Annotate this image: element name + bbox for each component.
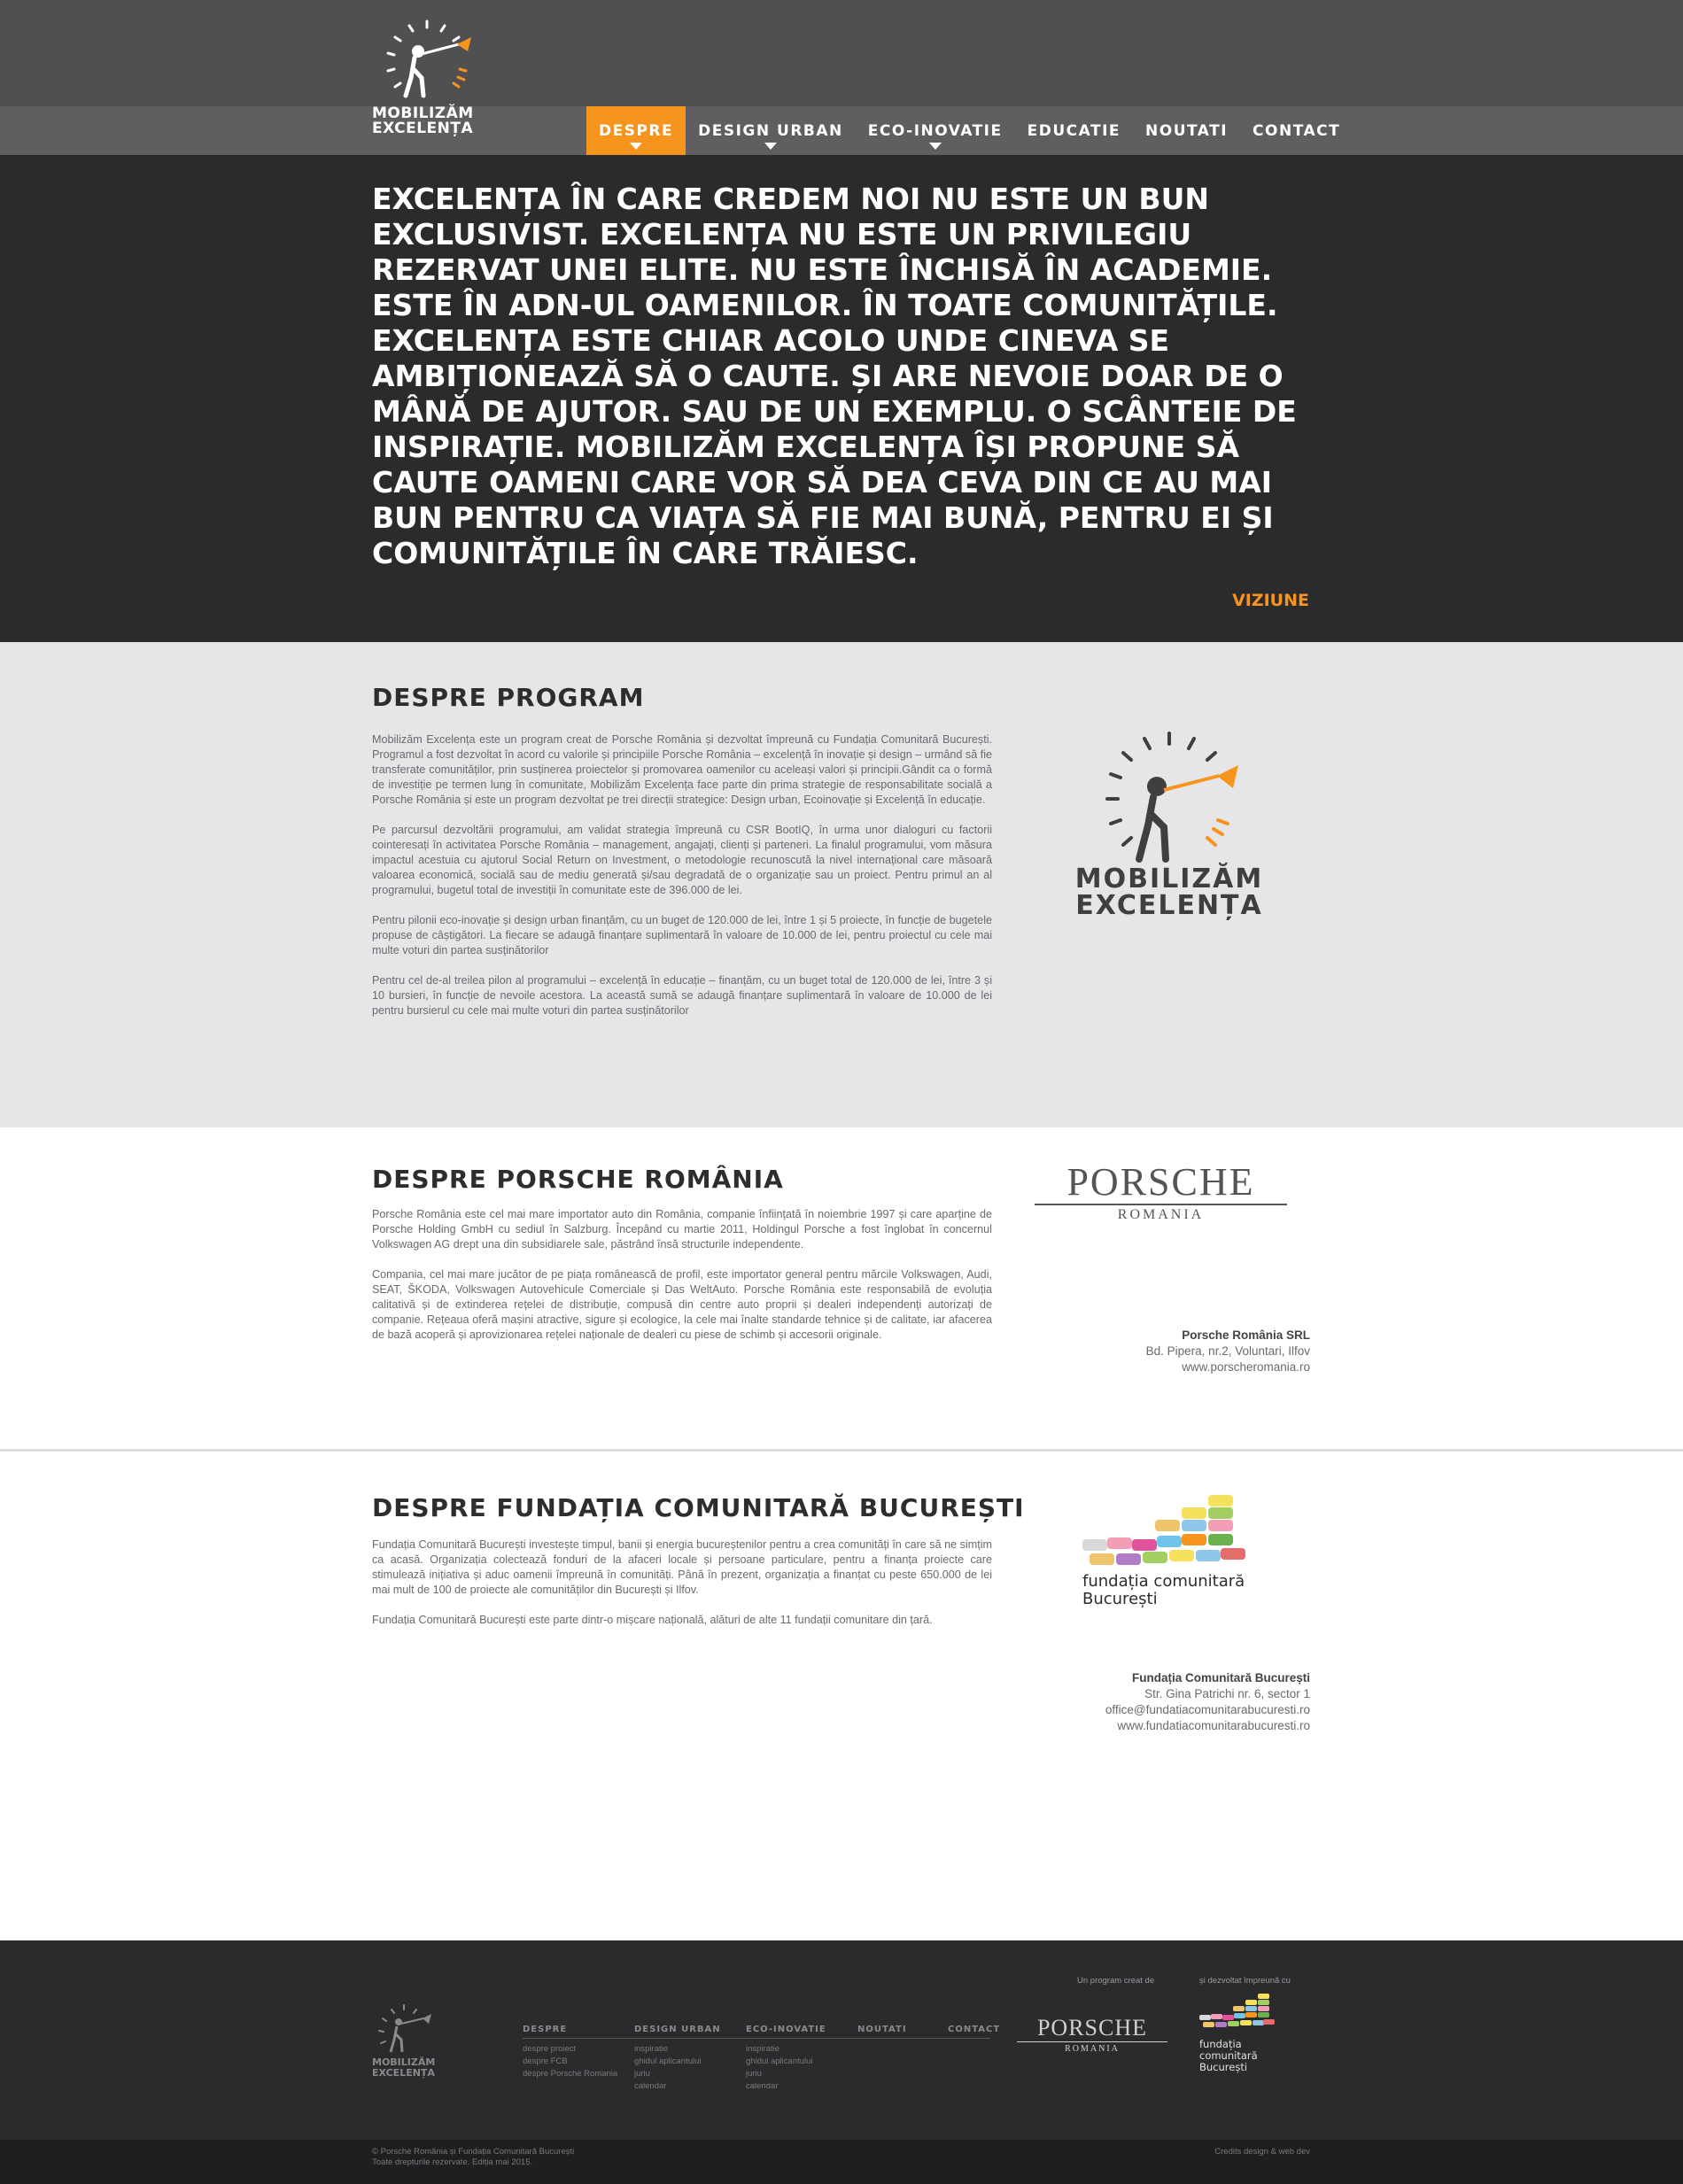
fcb-text bbox=[372, 1537, 992, 1643]
logo-line-1: MOBILIZĂM bbox=[1074, 864, 1264, 895]
nav-noutati[interactable] bbox=[1133, 106, 1240, 155]
nav-label: NOUTATI bbox=[1145, 121, 1229, 140]
logo-line-2: EXCELENȚA bbox=[372, 120, 474, 137]
fcb-logo bbox=[1082, 1495, 1246, 1619]
program-text bbox=[372, 732, 992, 1034]
footer-link[interactable]: despre FCB bbox=[523, 2056, 568, 2066]
caret-down-icon bbox=[929, 143, 942, 150]
copyright-line-2: Toate drepturile rezervate. Ediția mai 2015. bbox=[372, 2157, 533, 2167]
nav-label: ECO-INOVATIE bbox=[867, 121, 1003, 140]
program-paragraph-2: Pe parcursul dezvoltării programului, am validat strategia împreună cu CSR BootIQ, în urma unor dialoguri cu factorii cointeresați în activitatea Porsche România – management, angajați, clienți și parteneri. La finalul programului, vom măsura impactul acestuia cu ajutorul Social Return on Investment, o metodologie recunoscută la nivel internațional care măsoară valoarea economică, socială sau de mediu generată și/sau degradată de o organizație sau un proiect. Pentru primul an al programului, bugetul total de investiții în comunitate este de 396.000 de lei. bbox=[372, 824, 992, 896]
footer-porsche-logo[interactable] bbox=[1017, 2017, 1167, 2054]
bottom-bar bbox=[0, 2140, 1683, 2184]
footer-fcb-logo-text bbox=[1199, 2039, 1275, 2073]
logo-line-2: EXCELENȚA bbox=[372, 2067, 435, 2079]
footer-links-design-urban bbox=[634, 2043, 702, 2093]
porsche-text bbox=[372, 1207, 992, 1358]
porsche-logo-sub: ROMANIA bbox=[1117, 1207, 1205, 1222]
footer-link[interactable]: juriu bbox=[634, 2069, 650, 2079]
trumpeter-dial-icon bbox=[372, 16, 496, 105]
copyright bbox=[372, 2147, 574, 2168]
fcb-logo-line-1: fundația comunitară bbox=[1199, 2038, 1258, 2062]
nav-despre[interactable] bbox=[586, 106, 686, 155]
footer-logo[interactable] bbox=[372, 2002, 452, 2087]
porsche-section bbox=[0, 1127, 1683, 1452]
nav-educatie[interactable] bbox=[1015, 106, 1133, 155]
nav-eco-inovatie[interactable] bbox=[856, 106, 1015, 155]
header-top-band bbox=[0, 0, 1683, 106]
credits-link[interactable]: Credits design & web dev bbox=[1214, 2147, 1310, 2157]
footer-links-despre bbox=[523, 2043, 617, 2080]
footer-fcb-logo[interactable] bbox=[1199, 1994, 1275, 2073]
caret-down-icon bbox=[630, 143, 642, 150]
footer-col-despre[interactable]: DESPRE bbox=[523, 2025, 568, 2034]
fcb-section bbox=[0, 1454, 1683, 1941]
porsche-address-line: Bd. Pipera, nr.2, Voluntari, Ilfov bbox=[1145, 1344, 1310, 1358]
porsche-website-link[interactable]: www.porscheromania.ro bbox=[1182, 1360, 1310, 1374]
logo-line-1: MOBILIZĂM bbox=[372, 2056, 436, 2068]
nav-label: CONTACT bbox=[1253, 121, 1341, 140]
footer bbox=[0, 1940, 1683, 2140]
developed-with-label: și dezvoltat împreună cu bbox=[1199, 1976, 1291, 1986]
program-paragraph-3: Pentru pilonii eco-inovație și design urban finanțăm, cu un buget de 120.000 de lei, între 1 și 5 proiecte, în funcție de bugetele propuse de câștigători. La fiecare se adaugă finanțare suplimentară în valoare de 10.000 de lei, pentru proiectul cu cele mai multe voturi din partea susținătorilor bbox=[372, 914, 992, 956]
main-nav bbox=[586, 106, 1353, 155]
program-paragraph-1: Mobilizăm Excelența este un program creat de Porsche România și dezvoltat împreună cu Fundația Comunitară București. Programul a fost dezvoltat în acord cu valorile și principiile Porsche România – excelență în inovație și design – urmând să fie transferate comunităților, prin susținerea proiectelor și promovarea oamenilor cu aceleași valori și principii.Gândit ca o formă de investiție pe termen lung în comunitate, Mobilizăm Excelența face parte din prima strategie de responsabilitate socială a Porsche România și este un program dezvoltat pe trei direcții strategice: Design urban, Ecoinovație și Excelență în educație. bbox=[372, 733, 993, 806]
nav-label: DESPRE bbox=[599, 121, 674, 140]
fcb-address-line: Str. Gina Patrichi nr. 6, sector 1 bbox=[1144, 1687, 1310, 1700]
footer-col-eco-inovatie[interactable]: ECO-INOVATIE bbox=[746, 2025, 826, 2034]
footer-logo-text bbox=[372, 2057, 435, 2079]
logo-line-1: MOBILIZĂM bbox=[372, 105, 474, 122]
program-logo bbox=[1063, 726, 1276, 921]
footer-col-contact[interactable]: CONTACT bbox=[948, 2025, 1001, 2034]
program-title: DESPRE PROGRAM bbox=[372, 683, 645, 712]
footer-link[interactable]: calendar bbox=[746, 2081, 779, 2091]
porsche-paragraph-1: Porsche România este cel mai mare importator auto din România, companie înființată în noiembrie 1997 și care aparține de Porsche Holding GmbH cu sediul în Salzburg. Începând cu martie 2011, Holdingul Porsche a fost înglobat în concernul Volkswagen AG drept una din subsidiarele sale, păstrând însă structurile independente. bbox=[372, 1208, 992, 1251]
caret-down-icon bbox=[764, 143, 777, 150]
footer-link[interactable]: calendar bbox=[634, 2081, 667, 2091]
footer-link[interactable]: despre proiect bbox=[523, 2044, 577, 2054]
fcb-paragraph-1: Fundația Comunitară București investește timpul, banii și energia bucureștenilor pentru a crea comunități în care să ne simțim ca acasă. Organizația colectează fonduri de la afaceri locale și persoane particulare, pentru a finanța proiecte care stimulează inițiativa și aduc oamenii împreună în comunități. Până în prezent, organizația a finanțat cu peste 650.000 de lei mai mult de 100 de proiecte ale comunităților din București și Ilfov. bbox=[372, 1538, 992, 1596]
footer-link[interactable]: ghidul aplicantului bbox=[746, 2056, 813, 2066]
nav-label: EDUCATIE bbox=[1027, 121, 1121, 140]
created-by-label: Un program creat de bbox=[1077, 1976, 1155, 1986]
fcb-address bbox=[1105, 1670, 1310, 1734]
program-section bbox=[0, 642, 1683, 1127]
footer-link[interactable]: despre Porsche Romania bbox=[523, 2069, 618, 2079]
logo-line-2: EXCELENȚA bbox=[1075, 890, 1263, 921]
trumpeter-dial-icon bbox=[372, 2002, 443, 2056]
copyright-line-1: © Porsche România și Fundația Comunitară București bbox=[372, 2147, 575, 2157]
nav-contact[interactable] bbox=[1240, 106, 1353, 155]
speech-bubbles-icon bbox=[1082, 1495, 1246, 1570]
site-logo[interactable] bbox=[372, 16, 496, 149]
porsche-romania-logo bbox=[1035, 1160, 1287, 1223]
fcb-address-name: Fundația Comunitară București bbox=[1131, 1671, 1310, 1684]
porsche-logo-sub: ROMANIA bbox=[1065, 2044, 1120, 2054]
footer-link[interactable]: inspiratie bbox=[746, 2044, 780, 2054]
fcb-website-link[interactable]: www.fundatiacomunitarabucuresti.ro bbox=[1117, 1719, 1310, 1732]
porsche-paragraph-2: Compania, cel mai mare jucător de pe piața românească de profil, este importator general pentru mărcile Volkswagen, Audi, SEAT, ŠKODA, Volkswagen Autovehicule Comerciale și Das WeltAuto. Porsche România este responsabilă de evoluția calitativă și de extinderea rețelei de distribuție, compusă din centre auto proprii și dealeri independenți autorizați de companie. Rețeaua oferă mașini atractive, sigure și ecologice, la cele mai înalte standarde tehnice și de calitate, iar afacerea de bază acoperă și aprovizionarea rețelei naționale de dealeri cu piese de schimb și accesorii originale. bbox=[372, 1268, 992, 1341]
hero-quote: EXCELENȚA ÎN CARE CREDEM NOI NU ESTE UN BUN EXCLUSIVIST. EXCELENȚA NU ESTE UN PRIVILEGIU REZERVAT UNEI ELITE. NU ESTE ÎNCHISĂ ÎN ACADEMIE. ESTE ÎN ADN-UL OAMENILOR. ÎN TOATE COMUNITĂȚILE. EXCELENȚA ESTE CHIAR ACOLO UNDE CINEVA SE AMBIȚIONEAZĂ SĂ O CAUTE. ȘI ARE NEVOIE DOAR DE O MÂNĂ DE AJUTOR. SAU DE UN EXEMPLU. O SCÂNTEIE DE INSPIRAȚIE. MOBILIZĂM EXCELENȚA ÎȘI PROPUNE SĂ CAUTE OAMENI CARE VOR SĂ DEA CEVA DIN CE AU MAI BUN PENTRU CA VIAȚA SĂ FIE MAI BUNĂ, PENTRU EI ȘI COMUNITĂȚILE ÎN CARE TRĂIESC. bbox=[372, 182, 1297, 570]
hero-section bbox=[0, 155, 1683, 642]
footer-links-eco-inovatie bbox=[746, 2043, 813, 2093]
viziune-link[interactable]: VIZIUNE bbox=[1232, 591, 1309, 610]
nav-design-urban[interactable] bbox=[686, 106, 856, 155]
footer-col-noutati[interactable]: NOUTATI bbox=[857, 2025, 907, 2034]
porsche-title: DESPRE PORSCHE ROMÂNIA bbox=[372, 1165, 784, 1194]
porsche-logo-word: PORSCHE bbox=[1035, 1163, 1287, 1205]
speech-bubbles-icon bbox=[1199, 1994, 1275, 2038]
fcb-title: DESPRE FUNDAȚIA COMUNITARĂ BUCUREȘTI bbox=[372, 1493, 1025, 1522]
footer-link[interactable]: juriu bbox=[746, 2069, 762, 2079]
fcb-logo-line-2: București bbox=[1199, 2061, 1248, 2073]
header bbox=[0, 0, 1683, 155]
fcb-logo-text bbox=[1082, 1573, 1245, 1608]
logo-text bbox=[372, 106, 496, 136]
footer-link[interactable]: inspiratie bbox=[634, 2044, 669, 2054]
porsche-logo-word: PORSCHE bbox=[1017, 2017, 1167, 2042]
porsche-address-name: Porsche România SRL bbox=[1182, 1328, 1310, 1342]
footer-link[interactable]: ghidul aplicantului bbox=[634, 2056, 702, 2066]
porsche-address bbox=[1146, 1328, 1310, 1375]
footer-columns-header bbox=[523, 2025, 1001, 2039]
fcb-logo-line-1: fundația comunitară bbox=[1082, 1572, 1245, 1591]
fcb-email-link[interactable]: office@fundatiacomunitarabucuresti.ro bbox=[1105, 1703, 1310, 1716]
program-paragraph-4: Pentru cel de-al treilea pilon al programului – excelență în educație – finanțăm, cu un buget total de 120.000 de lei, între 3 și 10 bursieri, în funcție de nevoile acestora. La această sumă se adaugă finanțare suplimentară în valoare de 10.000 de lei pentru bursierul cu cele mai multe voturi din partea susținătorilor bbox=[372, 974, 992, 1017]
fcb-logo-line-2: București bbox=[1082, 1590, 1158, 1608]
nav-label: DESIGN URBAN bbox=[698, 121, 843, 140]
fcb-paragraph-2: Fundația Comunitară București este parte dintr-o mișcare națională, alături de alte 11 fundații comunitare din țară. bbox=[372, 1614, 933, 1626]
trumpeter-dial-icon bbox=[1063, 726, 1276, 868]
program-logo-text bbox=[1063, 866, 1276, 919]
footer-col-design-urban[interactable]: DESIGN URBAN bbox=[634, 2025, 721, 2034]
